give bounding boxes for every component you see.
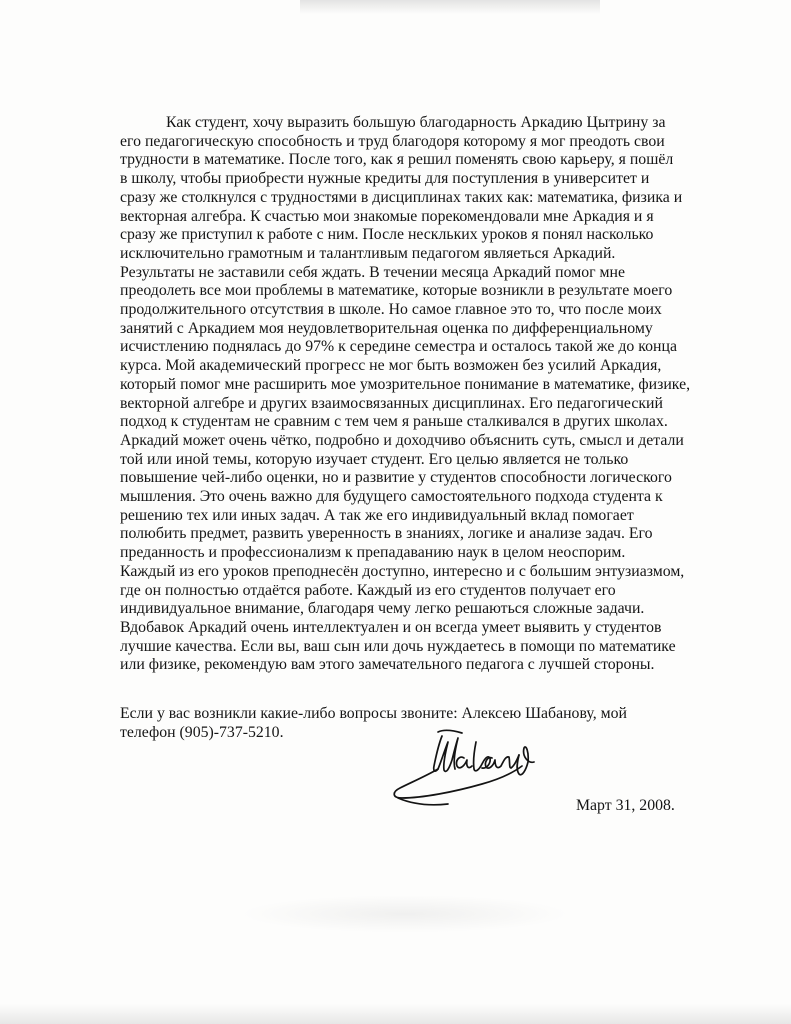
letter-line: где он полностью отдаётся работе. Каждый из его студентов получает его <box>120 581 616 599</box>
letter-line: сразу же столкнулся с трудностями в дисциплинах таких как: математика, физика и <box>120 188 683 206</box>
letter-line: Как студент, хочу выразить большую благодарность Аркадию Цытрину за <box>166 114 666 131</box>
letter-line: Аркадий может очень чётко, подробно и доходчиво объяснить суть, смысл и детали <box>120 431 684 449</box>
letter-line: преданность и профессионализм к препадаванию наук в целом неоспорим. <box>120 544 626 562</box>
letter-line: курса. Мой академический прогресс не мог быть возможен без усилий Аркадия, <box>120 357 662 375</box>
letter-line: исключительно грамотным и талантливым педагогом являеться Аркадий. <box>120 244 616 262</box>
letter-date: Март 31, 2008. <box>576 797 675 814</box>
letter-line: повышение чей-либо оценки, но и развитие у студентов способности логического <box>120 469 672 487</box>
letter-line: лучшие качества. Если вы, ваш сын или дочь нуждаетесь в помощи по математике <box>120 637 676 655</box>
letter-line: его педагогическую способность и труд благодоря которому я мог преодоть свои <box>120 132 665 150</box>
letter-line: или физике, рекомендую вам этого замечательного педагога с лучшей стороны. <box>120 656 655 674</box>
contact-line: Если у вас возникли какие-либо вопросы звоните: Алексею Шабанову, мой <box>120 705 627 722</box>
letter-line: векторная алгебра. К счастью мои знакомые порекомендовали мне Аркадия и я <box>120 207 654 225</box>
letter-line: Результаты не заставили себя ждать. В течении месяца Аркадий помог мне <box>120 263 626 281</box>
letter-body <box>120 114 691 675</box>
letter-line: Каждый из его уроков преподнесён доступно, интересно и с большим энтузиазмом, <box>120 562 685 580</box>
letter-line: трудности в математике. После того, как я решил поменять свою карьеру, я пошёл <box>120 151 674 169</box>
letter-line: сразу же приступил к работе с ним. После несклькиx уроков я понял насколько <box>120 226 654 244</box>
letter-line: исчистлению поднялась до 97% к середине семестра и осталось такой же до конца <box>120 338 677 356</box>
letter-line: Вдобавок Аркадий очень интеллектуален и он всегда умеет выявить у студентов <box>120 618 662 636</box>
letter-line: векторной алгебре и других взаимосвязанных дисциплинах. Его педагогический <box>120 394 663 412</box>
letter-line: преодолеть все мои проблемы в математике, которые возникли в результате моего <box>120 282 673 300</box>
contact-phone-line: телефон (905)-737-5210. <box>120 723 284 741</box>
letter-line: мышления. Это очень важно для будущего самостоятельного подхода студента к <box>120 488 663 506</box>
letter-line: подход к студентам не сравним с тем чем я раньше сталкивался в других школах. <box>120 413 668 431</box>
letter-line: занятий с Аркадием моя неудовлетворительная оценка по дифференциальному <box>120 319 653 337</box>
scan-shadow-bottom <box>0 1004 791 1024</box>
letter-line: решению тех или иных задач. А так же его индивидуальный вклад помогает <box>120 506 634 524</box>
letter-line: индивидуальное внимание, благодаря чему легко решаються сложные задачи. <box>120 600 645 618</box>
letter-line: в школу, чтобы приобрести нужные кредиты для поступления в университет и <box>120 170 650 188</box>
handwritten-signature <box>378 722 558 812</box>
letter-line: той или иной темы, которую изучает студент. Его целью является не только <box>120 450 629 468</box>
letter-line: продолжительного отсутствия в школе. Но самое главное это то, что после моих <box>120 301 662 319</box>
letter-line: полюбить предмет, развить уверенность в знаниях, логике и анализе задач. Его <box>120 525 653 543</box>
scan-shadow-top <box>300 0 600 14</box>
scan-smudge <box>240 895 570 933</box>
letter-line: который помог мне расширить мое умозрительное понимание в математике, физике, <box>120 375 691 393</box>
